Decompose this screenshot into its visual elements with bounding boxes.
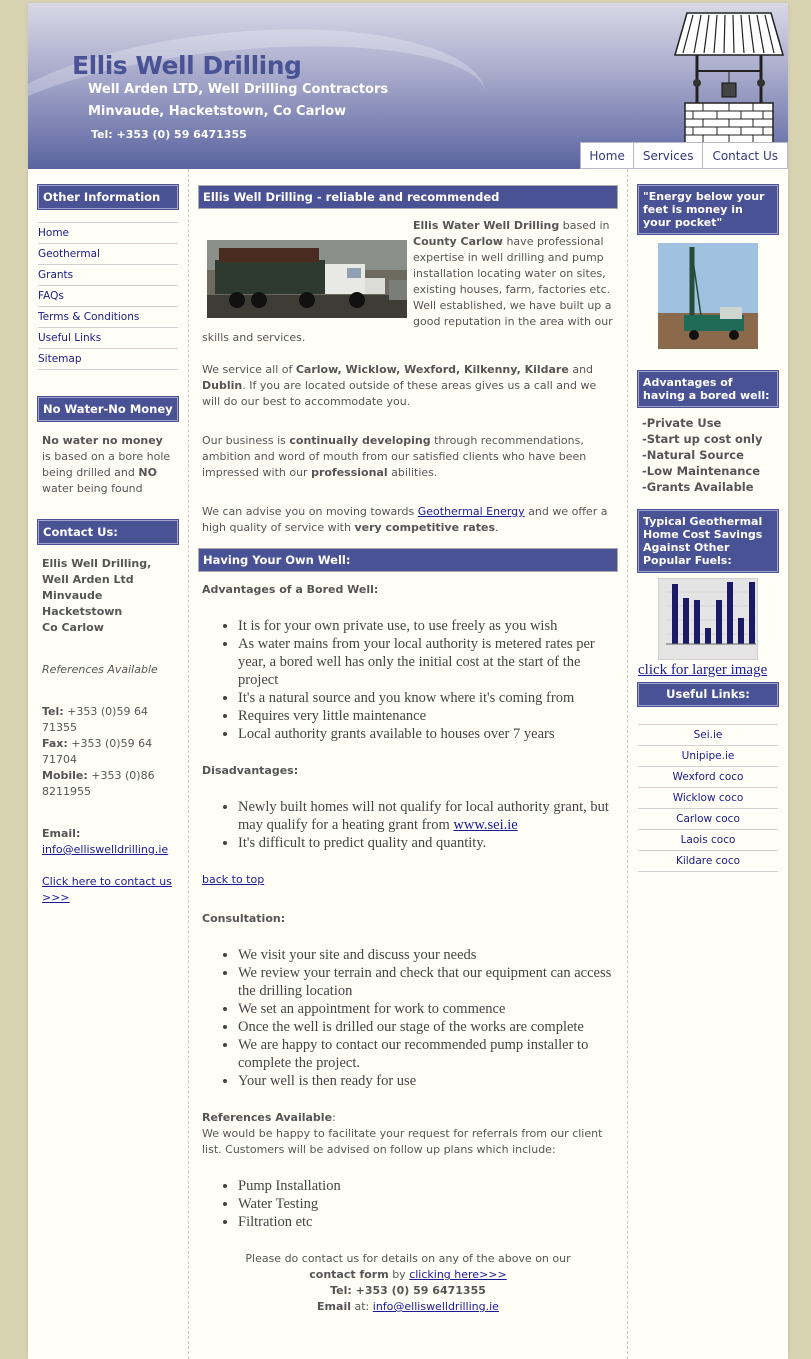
references-section	[198, 1110, 618, 1158]
footer-by: by	[388, 1268, 410, 1281]
useful-link[interactable]: Kildare coco	[675, 855, 741, 867]
contact-address	[38, 552, 178, 640]
service-areas-paragraph	[198, 362, 618, 410]
nav-home[interactable]: Home	[580, 142, 633, 169]
left-sidebar	[38, 185, 178, 910]
no-water-title: No Water-No Money	[38, 397, 178, 421]
advantage-item: -Grants Available	[642, 480, 754, 494]
useful-link[interactable]: Sei.ie	[693, 729, 723, 741]
list-item: • We review your terrain and check that our equipment can access the drilling location	[238, 964, 618, 1000]
p4-text-1: We can advise you on moving towards	[202, 505, 418, 518]
footer-email	[202, 1299, 614, 1315]
useful-link[interactable]: Laois coco	[680, 834, 736, 846]
drilling-truck-photo	[207, 240, 407, 318]
advantage-item: -Low Maintenance	[642, 464, 761, 478]
no-water-bold: No water no money	[42, 434, 163, 447]
geothermal-energy-link[interactable]: Geothermal Energy	[417, 505, 525, 518]
menu-geothermal-link[interactable]: Geothermal	[38, 248, 100, 260]
footer-contact	[198, 1251, 618, 1315]
list-item: • Water Testing	[238, 1195, 618, 1213]
footer-email-link[interactable]: info@elliswelldrilling.ie	[372, 1300, 499, 1313]
no-water-no: NO	[138, 466, 157, 479]
address-line: Ellis Well Drilling,	[42, 557, 152, 570]
footer-tel: Tel: +353 (0) 59 6471355	[330, 1284, 486, 1297]
header-tel: Tel: +353 (0) 59 6471355	[91, 128, 247, 141]
footer-email-label: Email	[317, 1300, 351, 1313]
tel-label: Tel:	[42, 705, 64, 718]
side-menu-item	[38, 244, 178, 265]
useful-link-item	[638, 746, 778, 767]
own-well-title: Having Your Own Well:	[198, 548, 618, 572]
main-title: Ellis Well Drilling - reliable and recommended	[198, 185, 618, 209]
side-menu-item	[38, 349, 178, 370]
list-item: • Once the well is drilled our stage of the works are complete	[238, 1018, 618, 1036]
intro-paragraph	[198, 218, 618, 346]
advantages-summary	[638, 407, 778, 503]
useful-links-title: Useful Links:	[638, 683, 778, 706]
useful-link[interactable]: Carlow coco	[676, 813, 740, 825]
side-menu-item	[38, 286, 178, 307]
right-divider	[627, 169, 628, 1359]
list-item: • Local authority grants available to houses over 7 years	[238, 725, 618, 743]
energy-quote: "Energy below your feet is money in your pocket"	[638, 185, 778, 234]
list-item	[238, 798, 618, 834]
list-item: • We visit your site and discuss your needs	[238, 946, 618, 964]
side-menu-item	[38, 265, 178, 286]
references-colon: :	[332, 1111, 336, 1124]
list-item: • We set an appointment for work to commence	[238, 1000, 618, 1018]
p1-text-2: have professional expertise in well drilling and pump installation locating water on sites, existing houses, farm, factories etc. Well established, we have built up a good reputation in the area with our skills and services.	[202, 235, 613, 344]
useful-link-item	[638, 788, 778, 809]
address-line: Co Carlow	[42, 621, 104, 634]
useful-links-list	[638, 724, 778, 872]
no-water-text-2: water being found	[42, 482, 143, 495]
p3-text-2: through recommendations, ambition and word of mouth from our satisfied clients who have been impressed with our	[202, 434, 587, 479]
list-item: • We are happy to contact our recommended pump installer to complete the project.	[238, 1036, 618, 1072]
tel-line	[42, 704, 174, 736]
list-item: • Filtration etc	[238, 1213, 618, 1231]
mobile-line	[42, 768, 174, 800]
larger-image-link[interactable]: click for larger image	[638, 662, 768, 678]
p1-text-1: based in	[559, 219, 610, 232]
fax-label: Fax:	[42, 737, 68, 750]
advantage-item: -Natural Source	[642, 448, 744, 462]
list-item: • It is for your own private use, to use freely as you wish	[238, 617, 618, 635]
footer-email-at: at:	[351, 1300, 373, 1313]
p2-text-2: and	[568, 363, 594, 376]
advantages-list	[198, 617, 618, 743]
p4-text-2: and we offer a high quality of service with	[202, 505, 608, 534]
side-menu	[38, 222, 178, 370]
email-link[interactable]: info@elliswelldrilling.ie	[42, 843, 169, 856]
no-water-text	[38, 429, 178, 501]
top-nav	[581, 142, 788, 169]
menu-faqs-link[interactable]: FAQs	[38, 290, 64, 302]
useful-link[interactable]: Unipipe.ie	[681, 750, 735, 762]
larger-image-wrap	[638, 662, 778, 679]
p3-bold-2: professional	[311, 466, 388, 479]
other-info-title: Other Information	[38, 185, 178, 209]
p2-bold-1: Carlow, Wicklow, Wexford, Kilkenny, Kildare	[295, 363, 569, 376]
p2-text-3: . If you are located outside of these areas gives us a call and we will do our best to accommodate you.	[202, 379, 597, 408]
p1-bold-1: Ellis Water Well Drilling	[413, 219, 560, 232]
business-paragraph	[198, 433, 618, 481]
main-content	[198, 185, 618, 1315]
contact-us-link[interactable]: Click here to contact us >>>	[42, 875, 172, 904]
useful-link-item	[638, 725, 778, 746]
advantages-heading: Advantages of a Bored Well:	[202, 583, 379, 596]
drilling-rig-photo	[658, 243, 758, 349]
nav-contact[interactable]: Contact Us	[702, 142, 788, 169]
p3-text-3: abilities.	[387, 466, 438, 479]
wishing-well-logo	[673, 11, 785, 143]
list-item: • Your well is then ready for use	[238, 1072, 618, 1090]
email-label: Email:	[42, 827, 81, 840]
list-item: • As water mains from your local authority is metered rates per year, a bored well has only the initial cost at the start of the project	[238, 635, 618, 689]
disadvantages-heading: Disadvantages:	[202, 764, 299, 777]
sei-link[interactable]: www.sei.ie	[453, 817, 518, 833]
clicking-here-link[interactable]: clicking here>>>	[409, 1268, 507, 1281]
useful-link[interactable]: Wicklow coco	[672, 792, 744, 804]
references-text: We would be happy to facilitate your request for referrals from our client list. Customers will be advised on follow up plans which include:	[202, 1127, 603, 1156]
contact-email	[38, 822, 178, 862]
back-to-top-link[interactable]: back to top	[202, 873, 265, 886]
fax-line	[42, 736, 174, 768]
contact-phones	[38, 700, 178, 804]
menu-useful-links-link[interactable]: Useful Links	[38, 332, 102, 344]
useful-link-item	[638, 851, 778, 872]
advantage-item: -Start up cost only	[642, 432, 763, 446]
p1-bold-2: County Carlow	[413, 235, 503, 248]
p4-text-3: .	[495, 521, 499, 534]
references-list	[198, 1177, 618, 1231]
p2-text-1: We service all of	[202, 363, 296, 376]
no-water-text-1: is based on a bore hole being drilled and	[42, 450, 171, 479]
site-title: Ellis Well Drilling	[72, 51, 302, 80]
footer-line-1: Please do contact us for details on any of the above on our	[245, 1252, 571, 1265]
nav-services[interactable]: Services	[633, 142, 704, 169]
side-menu-item	[38, 307, 178, 328]
mobile-label: Mobile:	[42, 769, 88, 782]
side-menu-item	[38, 223, 178, 244]
list-item: • Requires very little maintenance	[238, 707, 618, 725]
disadvantages-list	[198, 798, 618, 852]
advantage-item: -Private Use	[642, 416, 722, 430]
useful-link[interactable]: Wexford coco	[672, 771, 744, 783]
list-item: • Pump Installation	[238, 1177, 618, 1195]
list-item: • It's a natural source and you know where it's coming from	[238, 689, 618, 707]
contact-title: Contact Us:	[38, 520, 178, 544]
page-container	[28, 3, 788, 1359]
savings-chart-thumbnail[interactable]	[658, 578, 758, 660]
tel-value: +353 (0)59 64 71355	[42, 705, 148, 734]
consultation-heading: Consultation:	[202, 912, 286, 925]
right-sidebar	[638, 185, 778, 872]
references-note: References Available	[42, 663, 158, 676]
header-company: Well Arden LTD, Well Drilling Contractors	[88, 82, 389, 97]
savings-title: Typical Geothermal Home Cost Savings Against Other Popular Fuels:	[638, 510, 778, 572]
p3-text-1: Our business is	[202, 434, 290, 447]
address-line: Hacketstown	[42, 605, 123, 618]
site-header	[28, 3, 788, 169]
references-heading: References Available	[202, 1111, 333, 1124]
menu-home-link[interactable]: Home	[38, 227, 70, 239]
useful-link-item	[638, 809, 778, 830]
menu-sitemap-link[interactable]: Sitemap	[38, 353, 82, 365]
geothermal-paragraph	[198, 504, 618, 536]
back-to-top-wrap	[198, 872, 618, 888]
p2-bold-2: Dublin	[202, 379, 243, 392]
contact-form-label: contact form	[309, 1268, 389, 1281]
header-address: Minvaude, Hacketstown, Co Carlow	[88, 104, 347, 119]
contact-link-wrap	[38, 870, 178, 910]
left-divider	[188, 169, 189, 1359]
menu-terms-link[interactable]: Terms & Conditions	[38, 311, 140, 323]
useful-link-item	[638, 767, 778, 788]
p3-bold-1: continually developing	[289, 434, 431, 447]
footer-line-2	[202, 1267, 614, 1283]
advantages-title: Advantages of having a bored well:	[638, 371, 778, 407]
fax-value: +353 (0)59 64 71704	[42, 737, 153, 766]
address-line: Minvaude	[42, 589, 103, 602]
useful-link-item	[638, 830, 778, 851]
side-menu-item	[38, 328, 178, 349]
menu-grants-link[interactable]: Grants	[38, 269, 74, 281]
p4-bold-1: very competitive rates	[354, 521, 495, 534]
address-line: Well Arden Ltd	[42, 573, 134, 586]
consultation-list	[198, 946, 618, 1090]
disadv-text: Newly built homes will not qualify for local authority grant, but may qualify for a heating grant from	[238, 799, 609, 833]
list-item: • It's difficult to predict quality and quantity.	[238, 834, 618, 852]
mobile-value: +353 (0)86 8211955	[42, 769, 155, 798]
